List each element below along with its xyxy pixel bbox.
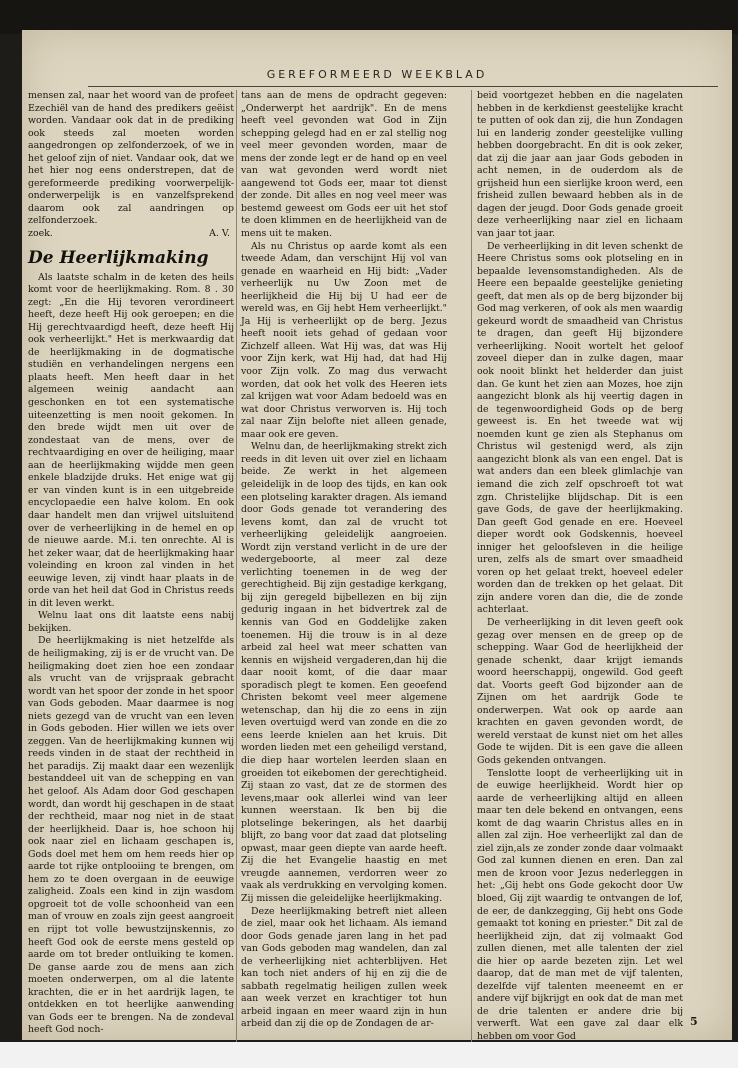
page-number: 5	[690, 1015, 698, 1028]
paragraph: tans aan de mens de opdracht gegeven: „Onderwerpt het aardrijk". En de mens heeft veel gevonden wat God in Zijn schepping gelegd had en er zal stellig nog veel meer gevonden worden, maar de mens der zonde legt er de hand op en veel van wat gevonden werd wordt niet aangewend tot Gods eer, maar tot dienst der zonde. Dit alles en nog veel meer was bestemd geweest om Gods eer uit het stof te doen klimmen en de heerlijkheid van de mens uit te maken.	[241, 90, 447, 240]
column-2	[241, 90, 447, 1031]
previous-article-ending: mensen zal, naar het woord van de profeet Ezechiël van de hand des predikers geëist worden. Vandaar ook dat in de prediking ook steeds zal moeten worden aangedrongen op zelfonderzoek, of we in het geloof zijn of niet. Vandaar ook, dat we het hier nog eens onderstrepen, dat de gereformeerde prediking voorwerpelijk-onderwerpelijk is en vanzelfsprekend daarom ook zal aandringen op zelfonderzoek.	[28, 90, 234, 227]
column-divider	[236, 90, 237, 1045]
author-signature-line	[28, 228, 234, 241]
scan-border-top	[0, 0, 738, 34]
running-header: GEREFORMEERD WEEKBLAD	[266, 68, 488, 81]
paragraph: De verheerlijking in dit leven geeft ook gezag over mensen en de greep op de schepping. Waar God de heerlijkheid der genade schenkt, daar krijgt iemands woord heerschappij, ongewild. God geeft dat. Voorts geeft God bijzonder aan de Zijnen om het aardrijk Gode te onderwerpen. Wat ook op aarde aan krachten en gaven gevonden wordt, de wereld verstaat de kunst niet om het alles Gode te wijden. Dit is een gave die alleen Gods gekenden ontvangen.	[477, 616, 683, 766]
newspaper-page	[22, 30, 732, 1043]
paragraph: beid voortgezet hebben en die nagelaten hebben in de kerkdienst geestelijke kracht te putten of ook dan zij, die hun Zondagen lui en landerig zonder geestelijke vulling hebben doorgebracht. En dit is ook zeker, dat zij die jaar aan jaar Gods geboden in acht nemen, in de ouderdom als de grijsheid hun een sierlijke kroon werd, een frisheid zullen bewaard hebben als in de dagen der jeugd. Door Gods genade groeit deze verheerlijking naar ziel en lichaam van jaar tot jaar.	[477, 90, 683, 240]
signature-lead: zoek.	[28, 228, 53, 240]
paragraph: Als laatste schalm in de keten des heils komt voor de heerlijkmaking. Rom. 8 . 30 zegt: „En die Hij tevoren verordineert heeft, deze heeft Hij ook geroepen; en die Hij gerechtvaardigd heeft, deze heeft Hij ook verheerlijkt." Het is merkwaardig dat de heerlijkmaking in de dogmatische studiën en verhandelingen nergens een plaats heeft. Men heeft daar in het algemeen weinig aandacht aan geschonken en tot een systematische uiteenzetting is men nooit gekomen. In den brede wijdt men uit over de zondestaat van de mens, over de rechtvaardiging en over de heiliging, maar aan de heerlijkmaking wijdde men geen enkele bladzijde druks. Het enige wat gij er van vinden kunt is in een uitgebreide encyclopaedie een halve kolom. En ook daar handelt men dan vrijwel uitsluitend over de verheerlijking in de hemel en op de nieuwe aarde. M.i. ten onrechte. Al is het zeker waar, dat de heerlijkmaking haar voleinding en kroon zal vinden in het eeuwige leven, zij vindt haar plaats in de orde van het heil dat God in Christus reeds in dit leven werkt.	[28, 271, 234, 609]
article-title: De Heerlijkmaking	[28, 247, 209, 268]
author-initials: A. V.	[209, 228, 230, 240]
paragraph: De verheerlijking in dit leven schenkt de Heere Christus soms ook plotseling en in bepaalde levensomstandigheden. Als de Heere een bepaalde geestelijke genieting geeft, dat men als op de berg bijzonder bij God mag verkeren, of ook als men waardig gekeurd wordt de smaadheid van Christus te dragen, dan geeft Hij bijzondere verheerlijking. Nooit wortelt het geloof zoveel dieper dan in zulke dagen, maar ook nooit blinkt het helderder dan juist dan. Ge kunt het zien aan Mozes, hoe zijn aangezicht blonk als hij veertig dagen in de tegenwoordigheid Gods op de berg geweest is. En het tweede wat wij noemden kunt ge zien als Stephanus om Christus wil gestenigd werd, als zijn aangezicht blonk als van een engel. Dat is wat anders dan een bleek glimlachje van iemand die zich zelf opschroeft tot wat zgn. Christelijke blijdschap. Dit is een gave Gods, de gave der heerlijkmaking. Dan geeft God genade en ere. Hoeveel dieper wordt ook Godskennis, hoeveel inniger het geloofsleven in die heilige uren, zelfs als de smart over smaadheid voren op het gelaat trekt, hoeveel edeler worden dan de trekken op het gelaat. Dit zijn andere voren dan die, die de zonde achterlaat.	[477, 240, 683, 616]
column-3	[477, 90, 683, 1044]
column-divider	[471, 90, 472, 1045]
paragraph: Welnu laat ons dit laatste eens nabij bekijken.	[28, 610, 234, 634]
column-1	[28, 90, 234, 1037]
paragraph: Welnu dan, de heerlijkmaking strekt zich reeds in dit leven uit over ziel en lichaam beide. Ze werkt in het algemeen geleidelijk in de loop des tijds, en kan ook een plotseling karakter dragen. Als iemand door Gods genade tot verandering des levens komt, dan zal de vrucht tot verheerlijking geleidelijk aangroeien. Wordt zijn verstand verlicht in de ure der wedergeboorte, al meer zal deze verlichting toenemen in de weg der gerechtigheid. Bij zijn gestadige kerkgang, bij zijn geregeld bijbellezen en bij zijn gedurig ingaan in het bidvertrek zal de kennis van God en Goddelijke zaken toenemen. Hij die trouw is in al deze arbeid zal heel wat meer schatten van kennis en wijsheid vergaderen,dan hij die daar nooit komt, of die daar maar sporadisch plegt te komen. Een geoefend Christen bekomt veel meer algemene wetenschap, dan hij die zo eens in zijn leven overtuigd werd van zonde en die zo eens leerde knielen aan het kruis. Dit worden lieden met een geheiligd verstand, die diep haar wortelen leerden slaan en groeiden tot eikebomen der gerechtigheid. Zij staan zo vast, dat ze de stormen des levens,maar ook allerlei wind van leer kunnen weerstaan. Ik ben bij die plotselinge bekeringen, als het daarbij blijft, zo bang voor dat zaad dat plotseling opwast, maar geen diepte van aarde heeft. Zij die het Evangelie haastig en met vreugde aannemen, verdorren weer zo vaak als verdrukking en vervolging komen. Zij missen die geleidelijke heerlijkmaking.	[241, 441, 447, 904]
paragraph: Tenslotte loopt de verheerlijking uit in de euwige heerlijkheid. Wordt hier op aarde de verheerlijking altijd en alleen maar ten dele bekend en ontvangen, eens komt de dag waarin Christus alles en in allen zal zijn. Hoe verheerlijkt zal dan de ziel zijn,als ze zonder zonde daar volmaakt God zal kunnen dienen en eren. Dan zal men de kroon voor Jezus nederleggen in het: „Gij hebt ons Gode gekocht door Uw bloed, Gij zijt waardig te ontvangen de lof, de eer, de dankzegging, Gij hebt ons Gode gemaakt tot koning en priester." Dit zal de heerlijkheid zijn, dat zij volmaakt God zullen dienen, met alle talenten der ziel die hier op aarde bezeten zijn. Let wel daarop, dat de man met de vijf talenten, dezelfde vijf talenten meeneemt en er andere vijf bijkrijgt en ook dat de man met de drie talenten er andere drie bij verwerft. Wat een gave zal daar elk hebben om voor God	[477, 767, 683, 1043]
header-rule	[88, 86, 718, 87]
paragraph: Als nu Christus op aarde komt als een tweede Adam, dan verschijnt Hij vol van genade en waarheid en Hij bidt: „Vader verheerlijk nu Uw Zoon met de heerlijkheid die Hij bij U had eer de wereld was, en Gij hebt Hem verheerlijkt." Ja Hij is verheerlijkt op de berg. Jezus heeft nooit iets gehad of gedaan voor Zichzelf alleen. Wat Hij was, dat was Hij voor Zijn kerk, wat Hij had, dat had Hij voor Zijn volk. Zo mag dus verwacht worden, dat ook het volk des Heeren iets zal krijgen wat voor Adam bedoeld was en wat door Christus verworven is. Hij toch zal naar Zijn belofte niet alleen genade, maar ook ere geven.	[241, 240, 447, 440]
paragraph: Deze heerlijkmaking betreft niet alleen de ziel, maar ook het lichaam. Als iemand door Gods genade jaren lang in het pad van Gods geboden mag wandelen, dan zal de verheerlijking niet achterblijven. Het kan toch niet anders of hij en zij die de sabbath regelmatig heiligen zullen week aan week verzet en krachtiger tot hun arbeid ingaan en meer waard zijn in hun arbeid dan zij die op de Zondagen de ar-	[241, 905, 447, 1030]
scan-border-bottom	[0, 1042, 738, 1068]
paragraph: De heerlijkmaking is niet hetzelfde als de heiligmaking, zij is er de vrucht van. De heiligmaking doet zien hoe een zondaar als vrucht van de vrijspraak gebracht wordt van het spoor der zonde in het spoor van Gods geboden. Maar daarmee is nog niets gezegd van de vrucht van een leven in Gods geboden. Hier willen we iets over zeggen. Van de heerlijkmaking kunnen wij reeds vinden in de staat der rechtheid in het paradijs. Zij maakt daar een wezenlijk bestanddeel uit van de schepping en van het geloof. Als Adam door God geschapen wordt, dan wordt hij geschapen in de staat der rechtheid, maar nog niet in de staat der heerlijkheid. Daar is, hoe schoon hij ook naar ziel en lichaam geschapen is, Gods doel met hem om hem reeds hier op aarde tot rijke ontplooiing te brengen, om hem zo te doen overgaan in de eeuwige zaligheid. Zoals een kind in zijn wasdom opgroeit tot de volle schoonheid van een man of vrouw en zoals zijn geest aangroeit en rijpt tot volle bewustzijnskennis, zo heeft God ook de eerste mens gesteld op aarde om tot breder ontluiking te komen. De ganse aarde zou de mens aan zich moeten onderwerpen, om al die latente krachten, die er in het aardrijk lagen, te ontdekken en tot heerlijke aanwending van Gods eer te brengen. Na de zondeval heeft God noch-	[28, 635, 234, 1036]
